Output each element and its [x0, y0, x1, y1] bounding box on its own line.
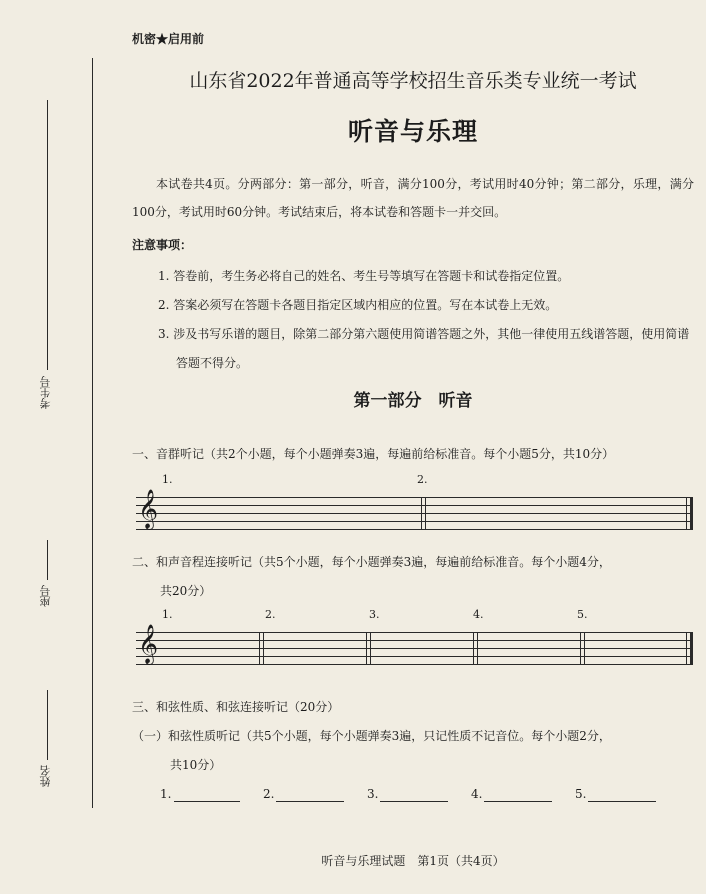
- question-2-text-line2: 共20分）: [160, 584, 212, 598]
- page-footer: 听音与乐理试题 第1页（共4页）: [321, 854, 505, 868]
- q3-number-2: 2.: [263, 787, 275, 801]
- question-3-sub1-line2: 共10分）: [170, 758, 222, 772]
- name-label: 姓名: [39, 765, 52, 787]
- note-item: 3. 涉及书写乐谱的题目，除第二部分第六题使用简谱答题之外，其他一律使用五线谱答题，使用简谱答题不得分。: [158, 327, 690, 370]
- candidate-number-label: 考生号: [39, 376, 52, 409]
- part-one-title: 第一部分 听音: [353, 391, 473, 411]
- answer-blank-5: [588, 801, 656, 802]
- binding-margin-line: [92, 58, 93, 808]
- answer-blank-2: [276, 801, 344, 802]
- q1-number-2: 2.: [417, 473, 428, 486]
- intro-paragraph: 本试卷共4页。分两部分：第一部分，听音，满分100分，考试用时40分钟；第二部分，乐理，满分100分，考试用时60分钟。考试结束后，将本试卷和答题卡一并交回。: [132, 177, 694, 219]
- note-item: 1. 答卷前，考生务必将自己的姓名、考生号等填写在答题卡和试卷指定位置。: [158, 269, 570, 283]
- q3-number-4: 4.: [471, 787, 483, 801]
- confidential-mark: 机密★启用前: [132, 32, 205, 46]
- treble-clef-icon: 𝄞: [138, 489, 159, 529]
- answer-blank-1: [174, 801, 240, 802]
- q3-number-5: 5.: [575, 787, 587, 801]
- q2-number-1: 1.: [162, 608, 173, 621]
- seat-number-blank: [47, 540, 48, 580]
- subject-title: 听音与乐理: [347, 117, 478, 146]
- treble-clef-icon: 𝄞: [138, 624, 159, 664]
- q2-number-4: 4.: [473, 608, 484, 621]
- note-item: 2. 答案必须写在答题卡各题目指定区域内相应的位置。写在本试卷上无效。: [158, 298, 558, 312]
- notes-heading: 注意事项：: [132, 238, 193, 252]
- staff-q1: [136, 489, 693, 529]
- answer-blank-3: [380, 801, 448, 802]
- q2-number-3: 3.: [369, 608, 380, 621]
- candidate-number-blank: [47, 100, 48, 370]
- answer-blank-4: [484, 801, 552, 802]
- q3-number-1: 1.: [160, 787, 172, 801]
- question-3-text: 三、和弦性质、和弦连接听记（20分）: [132, 700, 340, 714]
- seat-number-label: 座号: [39, 585, 52, 607]
- staff-q2: [136, 624, 693, 664]
- notes-list: [158, 262, 698, 378]
- q2-number-5: 5.: [577, 608, 588, 621]
- exam-title: 山东省2022年普通高等学校招生音乐类专业统一考试: [189, 70, 637, 92]
- question-2-text-line1: 二、和声音程连接听记（共5个小题，每个小题弹奏3遍，每遍前给标准音。每个小题4分，: [132, 555, 611, 569]
- q3-number-3: 3.: [367, 787, 379, 801]
- question-3-sub1-line1: （一）和弦性质听记（共5个小题，每个小题弹奏3遍，只记性质不记音位。每个小题2分，: [132, 729, 611, 743]
- q1-number-1: 1.: [162, 473, 173, 486]
- q2-number-2: 2.: [265, 608, 276, 621]
- question-1-text: 一、音群听记（共2个小题，每个小题弹奏3遍，每遍前给标准音。每个小题5分，共10分）: [132, 447, 615, 461]
- name-blank: [47, 690, 48, 760]
